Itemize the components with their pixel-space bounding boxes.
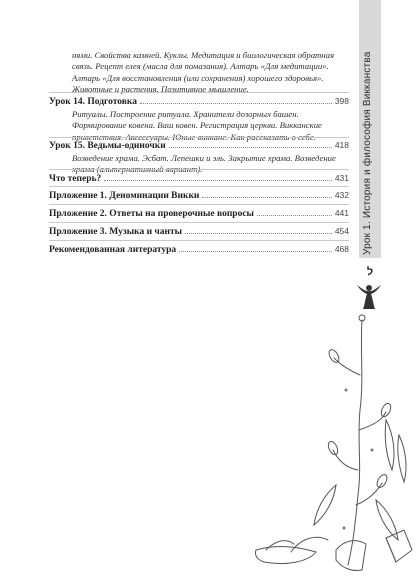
divider bbox=[49, 169, 349, 170]
dot-leader bbox=[257, 208, 332, 216]
divider bbox=[49, 204, 349, 205]
toc-entry-appendix-3[interactable] bbox=[49, 226, 349, 237]
entry-title: Прложение 1. Деноминации Викки bbox=[49, 191, 200, 201]
toc-entry-lesson-15[interactable] bbox=[49, 140, 349, 176]
entry-title: Рекомендованная литература bbox=[49, 245, 177, 255]
herb-bundle bbox=[255, 546, 316, 563]
divider bbox=[49, 137, 349, 138]
dot-leader bbox=[179, 244, 332, 252]
entry-description: Ритуалы. Построение ритуала. Хранители дозорных башен. Формирование ковена. Ваш ковен. Регистрация церкви. Викканские приветствия. Аксессуары. Юные викканe. Как рассказать о себе. bbox=[72, 109, 322, 142]
continued-lesson-description: нями. Свойства камней. Куклы. Медитация и биологическая обратная связь. Рецепт елея (масла для помазания). Алтарь «Для медитации». Алтарь «Для восстановления (или сохранения) хорошего здоровья». Животные и растения. Позитивное мышление. bbox=[72, 50, 335, 94]
entry-page: 398 bbox=[334, 96, 349, 106]
dot-leader bbox=[202, 190, 331, 198]
page-number: ל bbox=[366, 266, 374, 278]
crystal bbox=[386, 530, 412, 562]
entry-title: Прложение 2. Ответы на проверочные вопросы bbox=[49, 209, 254, 219]
divider bbox=[49, 240, 349, 241]
toc-entry-lesson-14[interactable] bbox=[49, 96, 349, 143]
herbal-illustration bbox=[236, 300, 416, 581]
entry-page: 454 bbox=[334, 226, 349, 236]
entry-title: Прложение 3. Музыка и чанты bbox=[49, 227, 183, 237]
chapter-sidebar-tab bbox=[359, 0, 381, 258]
leaf bbox=[314, 485, 336, 525]
crystal bbox=[386, 538, 396, 562]
dot-leader bbox=[104, 173, 332, 181]
entry-title: Урок 14. Подготовка bbox=[49, 97, 137, 107]
entry-page: 441 bbox=[334, 208, 349, 218]
dot-leader bbox=[140, 96, 332, 104]
herb-bundle bbox=[266, 541, 294, 550]
dot-leader bbox=[169, 140, 332, 148]
toc-entry-appendix-2[interactable] bbox=[49, 208, 349, 219]
entry-page: 431 bbox=[334, 173, 349, 183]
entry-title: Что теперь? bbox=[49, 174, 102, 184]
entry-page: 418 bbox=[334, 140, 349, 150]
toc-entry-appendix-1[interactable] bbox=[49, 190, 349, 201]
toc-entry-literature[interactable] bbox=[49, 244, 349, 255]
divider bbox=[49, 92, 349, 93]
chapter-title: Урок 1. История и философия Викканства bbox=[362, 51, 373, 255]
divider bbox=[49, 186, 349, 187]
entry-title: Урок 15. Ведьмы-одиночки bbox=[49, 141, 166, 151]
stem bbox=[348, 320, 362, 565]
stem bbox=[334, 358, 360, 375]
entry-page: 432 bbox=[334, 190, 349, 200]
entry-page: 468 bbox=[334, 244, 349, 254]
divider bbox=[49, 222, 349, 223]
entry-description: Возведение храма. Эсбат. Лепешки и эль. Закрытие храма. Возведение храма (альтернативный вариант). bbox=[72, 153, 336, 175]
leaf bbox=[385, 420, 394, 470]
dot-leader bbox=[185, 226, 332, 234]
toc-entry-what-now[interactable] bbox=[49, 173, 349, 184]
leaf bbox=[398, 435, 406, 482]
candle bbox=[336, 541, 366, 571]
